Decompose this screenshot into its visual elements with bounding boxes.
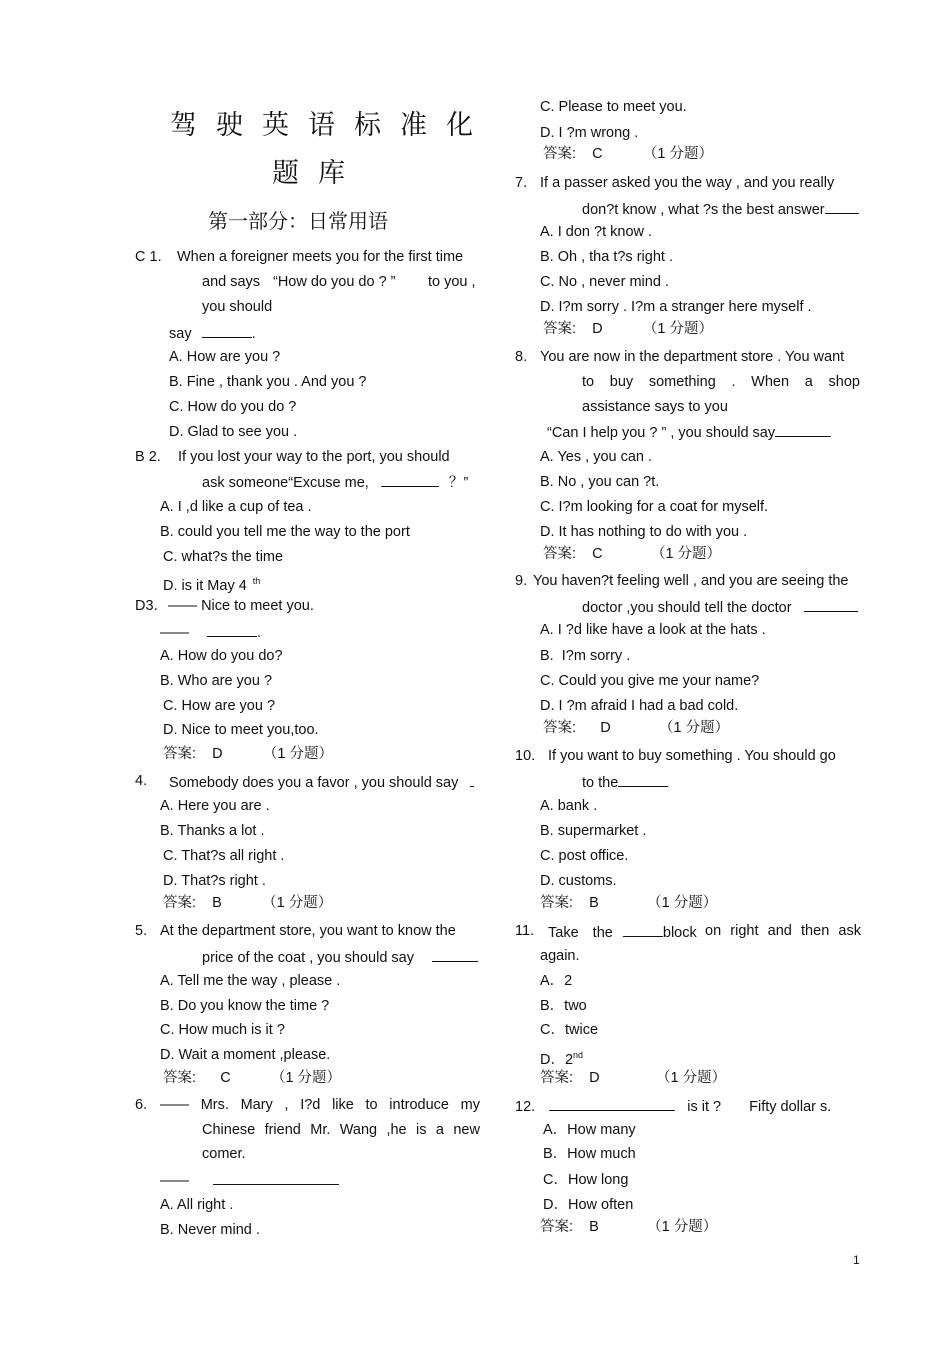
- q9-answer: 答案: D （1 分题）: [543, 720, 730, 736]
- q4-option-d: D. That?s right .: [163, 873, 266, 889]
- q6-stem-line2: Chinese friend Mr. Wang ,he is a new: [202, 1122, 480, 1138]
- q11-stem-line1-start: Take the block: [548, 922, 697, 942]
- q9-option-d: D. I ?m afraid I had a bad cold.: [540, 698, 739, 714]
- q7-stem-line2: don?t know , what ?s the best answer: [582, 199, 859, 219]
- q10-option-a: A. bank .: [540, 798, 598, 814]
- q3-option-a: A. How do you do?: [160, 648, 283, 664]
- q8-stem-line1: You are now in the department store . You want: [540, 349, 845, 365]
- q1-option-c: C. How do you do ?: [169, 399, 297, 415]
- q1-answer-blank: [202, 323, 252, 338]
- q11-option-c: C．twice: [540, 1022, 599, 1038]
- q11-answer: 答案: D （1 分题）: [540, 1070, 727, 1086]
- q1-stem-line1: When a foreigner meets you for the first time: [177, 249, 464, 265]
- q12-label: 12.: [515, 1099, 536, 1115]
- q11-label: 11.: [515, 923, 535, 939]
- q9-answer-blank: [804, 597, 858, 612]
- document-title-line-1: 驾驶英语标准化: [170, 110, 492, 141]
- q2-option-d: D. is it May 4 $^{th}$: [163, 576, 261, 594]
- q5-option-d: D. Wait a moment ,please.: [160, 1047, 331, 1063]
- q8-answer: 答案: C （1 分题）: [543, 546, 722, 562]
- q8-option-c: C. I?m looking for a coat for myself.: [540, 499, 769, 515]
- q5-option-a: A. Tell me the way , please .: [160, 973, 341, 989]
- q10-stem-line1: If you want to buy something . You should go: [548, 748, 836, 764]
- q10-stem-line2: to the: [582, 772, 668, 792]
- q8-option-a: A. Yes , you can .: [540, 449, 653, 465]
- q12-answer: 答案: B （1 分题）: [540, 1219, 718, 1235]
- q10-answer-blank: [618, 772, 668, 787]
- q8-stem-line4: “Can I help you ? ” , you should say: [547, 422, 831, 442]
- q5-answer: 答案: C （1 分题）: [163, 1070, 342, 1086]
- q6-stem-line1: —— Mrs. Mary , I?d like to introduce my: [160, 1097, 480, 1113]
- q12-option-c: C．How long: [543, 1172, 629, 1188]
- q10-option-d: D. customs.: [540, 873, 617, 889]
- q1-option-a: A. How are you ?: [169, 349, 281, 365]
- q2-label: B 2.: [135, 449, 161, 465]
- section-heading: 第一部分：日常用语: [208, 209, 388, 233]
- q9-stem-line1: You haven?t feeling well , and you are seeing the: [533, 573, 849, 589]
- q1-say: say: [169, 326, 192, 342]
- q2-stem-line1: If you lost your way to the port, you should: [178, 449, 450, 465]
- q7-option-c: C. No , never mind .: [540, 274, 669, 290]
- q5-stem-line2: price of the coat , you should say: [202, 947, 478, 967]
- q10-answer: 答案: B （1 分题）: [540, 895, 718, 911]
- q1-stem-line2c: to you ,: [428, 274, 476, 290]
- q2-option-b: B. could you tell me the way to the port: [160, 524, 410, 540]
- q4-label: 4.: [135, 773, 148, 789]
- q4-option-a: A. Here you are .: [160, 798, 270, 814]
- q9-option-b: B. I?m sorry .: [540, 648, 631, 664]
- q1-stem-line3: you should: [202, 299, 273, 315]
- q8-stem-line3: assistance says to you: [582, 399, 728, 415]
- q12-stem-line1: 12. is it ? Fifty dollar s.: [515, 1096, 831, 1116]
- q2-option-c: C. what?s the time: [163, 549, 284, 565]
- q9-label: 9.: [515, 573, 528, 589]
- q8-answer-blank: [775, 422, 831, 437]
- q3-option-d: D. Nice to meet you,too.: [163, 722, 319, 738]
- q8-option-d: D. It has nothing to do with you .: [540, 524, 748, 540]
- q4-option-c: C. That?s all right .: [163, 848, 285, 864]
- q11-option-a: A．2: [540, 973, 573, 989]
- q6-option-a: A. All right .: [160, 1197, 234, 1213]
- q5-stem-line1: At the department store, you want to know the: [160, 923, 456, 939]
- q1-option-b: B. Fine , thank you . And you ?: [169, 374, 367, 390]
- q9-option-c: C. Could you give me your name?: [540, 673, 760, 689]
- q1-option-d: D. Glad to see you .: [169, 424, 298, 440]
- q10-option-c: C. post office.: [540, 848, 629, 864]
- q11-option-d: D．2nd: [540, 1050, 584, 1068]
- page-number: 1: [853, 1253, 860, 1267]
- q12-answer-blank: [549, 1096, 675, 1111]
- q12-option-b: B．How much: [543, 1146, 636, 1162]
- q5-label: 5.: [135, 923, 148, 939]
- q1-label: C 1.: [135, 249, 162, 265]
- q11-stem-line2: again.: [540, 948, 580, 964]
- q10-label: 10.: [515, 748, 536, 764]
- q4-stem-line1: Somebody does you a favor , you should say: [169, 772, 474, 792]
- q12-option-d: D．How often: [543, 1197, 634, 1213]
- document-title-line-2: 题库: [272, 158, 364, 189]
- q2-option-a: A. I ,d like a cup of tea .: [160, 499, 312, 515]
- q6-answer: 答案: C （1 分题）: [543, 146, 713, 162]
- q2-answer-blank: [381, 472, 439, 487]
- q4-option-b: B. Thanks a lot .: [160, 823, 265, 839]
- q6-answer-blank: [213, 1170, 339, 1185]
- q6-label: 6.: [135, 1097, 148, 1113]
- q9-option-a: A. I ?d like have a look at the hats .: [540, 622, 766, 638]
- q5-answer-blank: [432, 947, 478, 962]
- q1-stem-line4: say .: [169, 323, 256, 343]
- q7-stem-line1: If a passer asked you the way , and you really: [540, 175, 835, 191]
- q1-stem-line2b: “How do you do ? ”: [273, 274, 396, 290]
- q7-option-b: B. Oh , tha t?s right .: [540, 249, 673, 265]
- q7-answer: 答案: D （1 分题）: [543, 321, 713, 337]
- q3-option-c: C. How are you ?: [163, 698, 276, 714]
- q6-stem-line3: comer.: [202, 1146, 246, 1162]
- q3-answer-blank: [207, 622, 257, 637]
- q3-label: D3．—— Nice to meet you.: [135, 598, 314, 614]
- q7-option-d: D. I?m sorry . I?m a stranger here myself .: [540, 299, 812, 315]
- q11-stem-line1-end: on right and then ask: [705, 923, 861, 939]
- q6-option-d: D. I ?m wrong .: [540, 125, 639, 141]
- q8-option-b: B. No , you can ?t.: [540, 474, 660, 490]
- q4-answer-blank: [470, 772, 474, 787]
- q12-option-a: A．How many: [543, 1122, 636, 1138]
- q3-option-b: B. Who are you ?: [160, 673, 273, 689]
- q5-option-c: C. How much is it ?: [160, 1022, 285, 1038]
- q7-option-a: A. I don ?t know .: [540, 224, 653, 240]
- q7-label: 7.: [515, 175, 528, 191]
- q11-option-b: B．two: [540, 998, 587, 1014]
- q3-response-line: —— .: [160, 622, 261, 642]
- q4-answer: 答案: B （1 分题）: [163, 895, 333, 911]
- q1-stem-line2a: and says: [202, 274, 261, 290]
- q6-option-c: C. Please to meet you.: [540, 99, 687, 115]
- q9-stem-line2: doctor ,you should tell the doctor: [582, 597, 858, 617]
- q10-option-b: B. supermarket .: [540, 823, 647, 839]
- q11-answer-blank: [623, 922, 663, 937]
- q6-option-b: B. Never mind .: [160, 1222, 260, 1238]
- q5-option-b: B. Do you know the time ?: [160, 998, 330, 1014]
- q8-stem-line2: to buy something . When a shop: [582, 374, 860, 390]
- q7-answer-blank: [825, 199, 859, 214]
- q3-answer: 答案: D （1 分题）: [163, 746, 333, 762]
- q2-stem-line2: ask someone“Excuse me, ？”: [202, 472, 468, 492]
- q8-label: 8.: [515, 349, 528, 365]
- q6-response-line: ——: [160, 1170, 339, 1190]
